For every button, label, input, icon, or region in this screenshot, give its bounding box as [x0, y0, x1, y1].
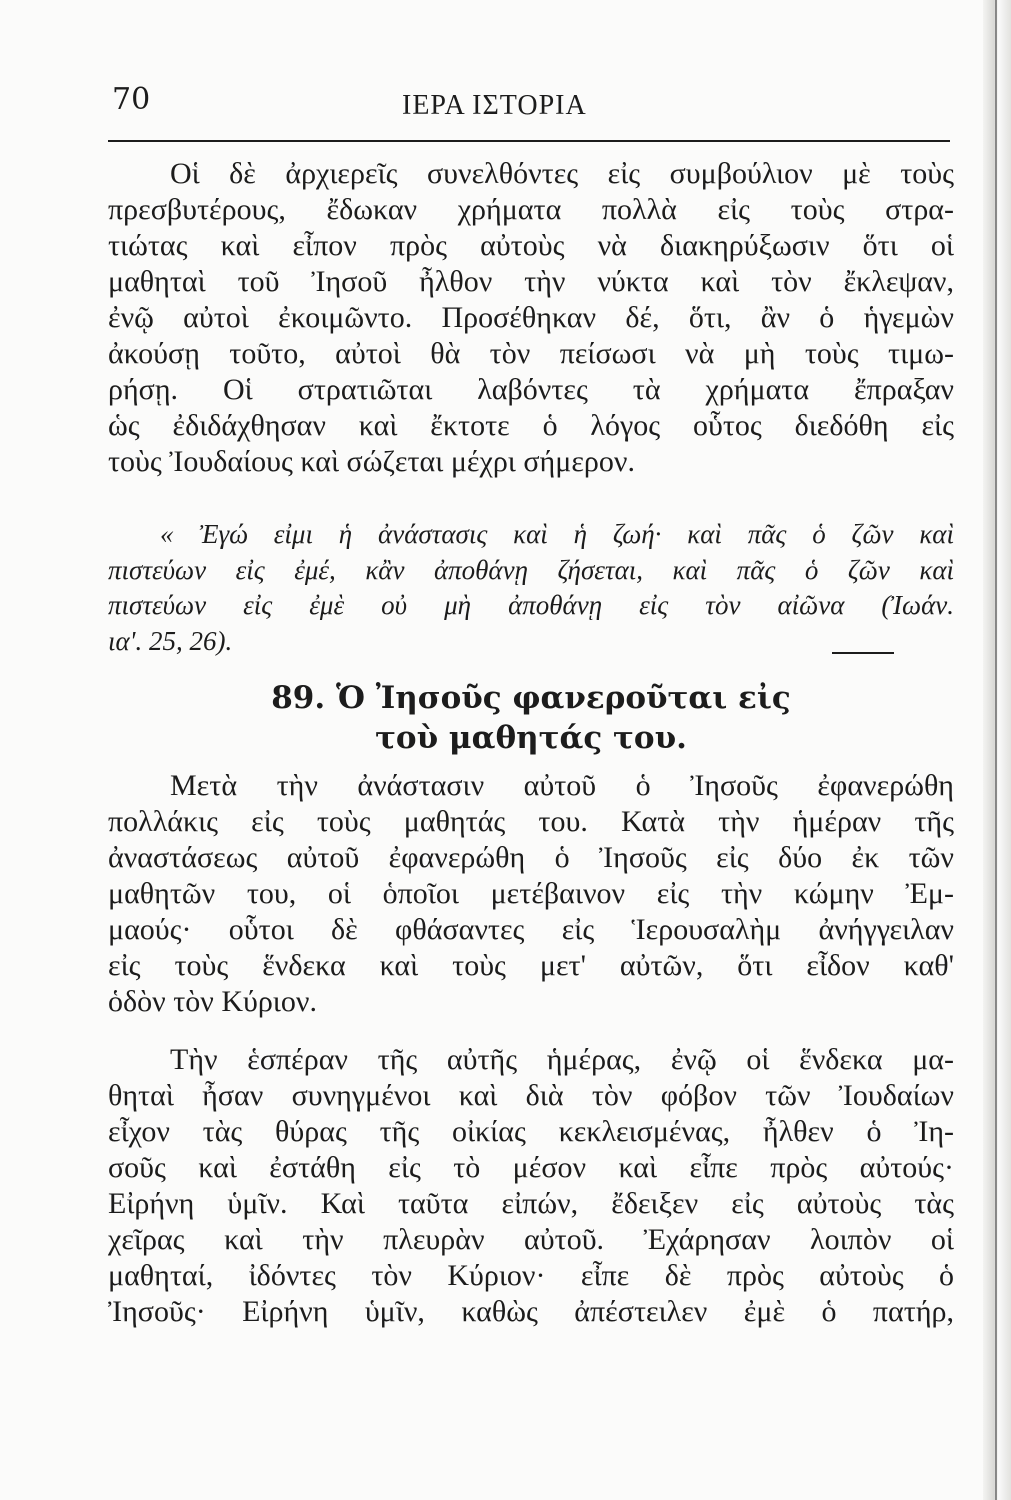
- text-line: ἐνῷ αὐτοὶ ἐκοιμῶντο. Προσέθηκαν δέ, ὅτι, ἂν ὁ ἡγεμὼν: [108, 301, 954, 334]
- text-line: Εἰρήνη ὑμῖν. Καὶ ταῦτα εἰπών, ἔδειξεν εἰς αὐτοὺς τὰς: [108, 1187, 954, 1220]
- text-line: πρεσβυτέρους, ἔδωκαν χρήματα πολλὰ εἰς τοὺς στρα-: [108, 193, 954, 226]
- text-line: μαούς· οὗτοι δὲ φθάσαντες εἰς Ἱερουσαλὴμ ἀνήγγειλαν: [108, 913, 954, 946]
- section-title-line-2: τοὺ μαθητάς του.: [375, 720, 687, 756]
- header-rule: [108, 140, 950, 142]
- page-edge-shadow: [983, 0, 1011, 1500]
- page-number: 70: [112, 82, 151, 117]
- paragraph-1: [108, 156, 954, 480]
- text-line: ἀκούσῃ τοῦτο, αὐτοὶ θὰ τὸν πείσωσι νὰ μὴ τοὺς τιμω-: [108, 337, 954, 370]
- text-line: μαθηταί, ἰδόντες τὸν Κύριον· εἶπε δὲ πρὸς αὐτοὺς ὁ: [108, 1259, 954, 1292]
- text-line: σοῦς καὶ ἐστάθη εἰς τὸ μέσον καὶ εἶπε πρὸς αὐτούς·: [108, 1151, 954, 1184]
- section-title-text: Ὁ Ἰησοῦς φανεροῦται εἰς: [335, 680, 791, 716]
- text-line: ρήσῃ. Οἱ στρατιῶται λαβόντες τὰ χρήματα ἔπραξαν: [108, 373, 954, 406]
- quote-line: « Ἐγώ εἰμι ἡ ἀνάστασις καὶ ἡ ζωή· καὶ πᾶς ὁ ζῶν καὶ: [160, 519, 954, 549]
- page-header: [112, 82, 952, 126]
- page-edge-line: [995, 0, 997, 1500]
- quote-line: πιστεύων εἰς ἐμὲ οὐ μὴ ἀποθάνῃ εἰς τὸν αἰῶνα (Ἰωάν.: [108, 590, 954, 620]
- paragraph-2: [108, 768, 954, 1020]
- text-line: Ἰησοῦς· Εἰρήνη ὑμῖν, καθὼς ἀπέστειλεν ἐμὲ ὁ πατήρ,: [108, 1295, 954, 1328]
- text-line: πολλάκις εἰς τοὺς μαθητάς του. Κατὰ τὴν ἡμέραν τῆς: [108, 805, 954, 838]
- separator-dash: [832, 652, 894, 654]
- text-line: χεῖρας καὶ τὴν πλευρὰν αὐτοῦ. Ἐχάρησαν λοιπὸν οἱ: [108, 1223, 954, 1256]
- running-title: ΙΕΡΑ ΙΣΤΟΡΙΑ: [402, 90, 587, 121]
- text-line: ὁδὸν τὸν Κύριον.: [108, 985, 317, 1018]
- text-line: ὡς ἐδιδάχθησαν καὶ ἔκτοτε ὁ λόγος οὗτος διεδόθη εἰς: [108, 409, 954, 442]
- text-line: μαθητῶν του, οἱ ὁποῖοι μετέβαινον εἰς τὴν κώμην Ἐμ-: [108, 877, 954, 910]
- section-title-line-1: [108, 678, 954, 718]
- text-line: Μετὰ τὴν ἀνάστασιν αὐτοῦ ὁ Ἰησοῦς ἐφανερώθη: [170, 769, 954, 802]
- text-line: τιώτας καὶ εἶπον πρὸς αὐτοὺς νὰ διακηρύξωσιν ὅτι οἱ: [108, 229, 954, 262]
- text-line: εἰς τοὺς ἕνδεκα καὶ τοὺς μετ' αὐτῶν, ὅτι εἶδον καθ': [108, 949, 954, 982]
- section-number: 89.: [271, 680, 326, 716]
- text-line: Τὴν ἑσπέραν τῆς αὐτῆς ἡμέρας, ἐνῷ οἱ ἕνδεκα μα-: [170, 1043, 954, 1076]
- text-line: τοὺς Ἰουδαίους καὶ σώζεται μέχρι σήμερον.: [108, 445, 635, 478]
- section-heading: [108, 678, 954, 758]
- text-line: μαθηταὶ τοῦ Ἰησοῦ ἦλθον τὴν νύκτα καὶ τὸν ἔκλεψαν,: [108, 265, 954, 298]
- scripture-quote: [108, 517, 954, 659]
- quote-line: ια'. 25, 26).: [108, 625, 233, 656]
- text-line: Οἱ δὲ ἀρχιερεῖς συνελθόντες εἰς συμβούλιον μὲ τοὺς: [170, 157, 954, 190]
- paragraph-3: [108, 1042, 954, 1330]
- text-line: θηταὶ ἦσαν συνηγμένοι καὶ διὰ τὸν φόβον τῶν Ἰουδαίων: [108, 1079, 954, 1112]
- text-line: ἀναστάσεως αὐτοῦ ἐφανερώθη ὁ Ἰησοῦς εἰς δύο ἐκ τῶν: [108, 841, 954, 874]
- text-line: εἶχον τὰς θύρας τῆς οἰκίας κεκλεισμένας, ἦλθεν ὁ Ἰη-: [108, 1115, 954, 1148]
- quote-line: πιστεύων εἰς ἐμέ, κἂν ἀποθάνῃ ζήσεται, καὶ πᾶς ὁ ζῶν καὶ: [108, 554, 954, 585]
